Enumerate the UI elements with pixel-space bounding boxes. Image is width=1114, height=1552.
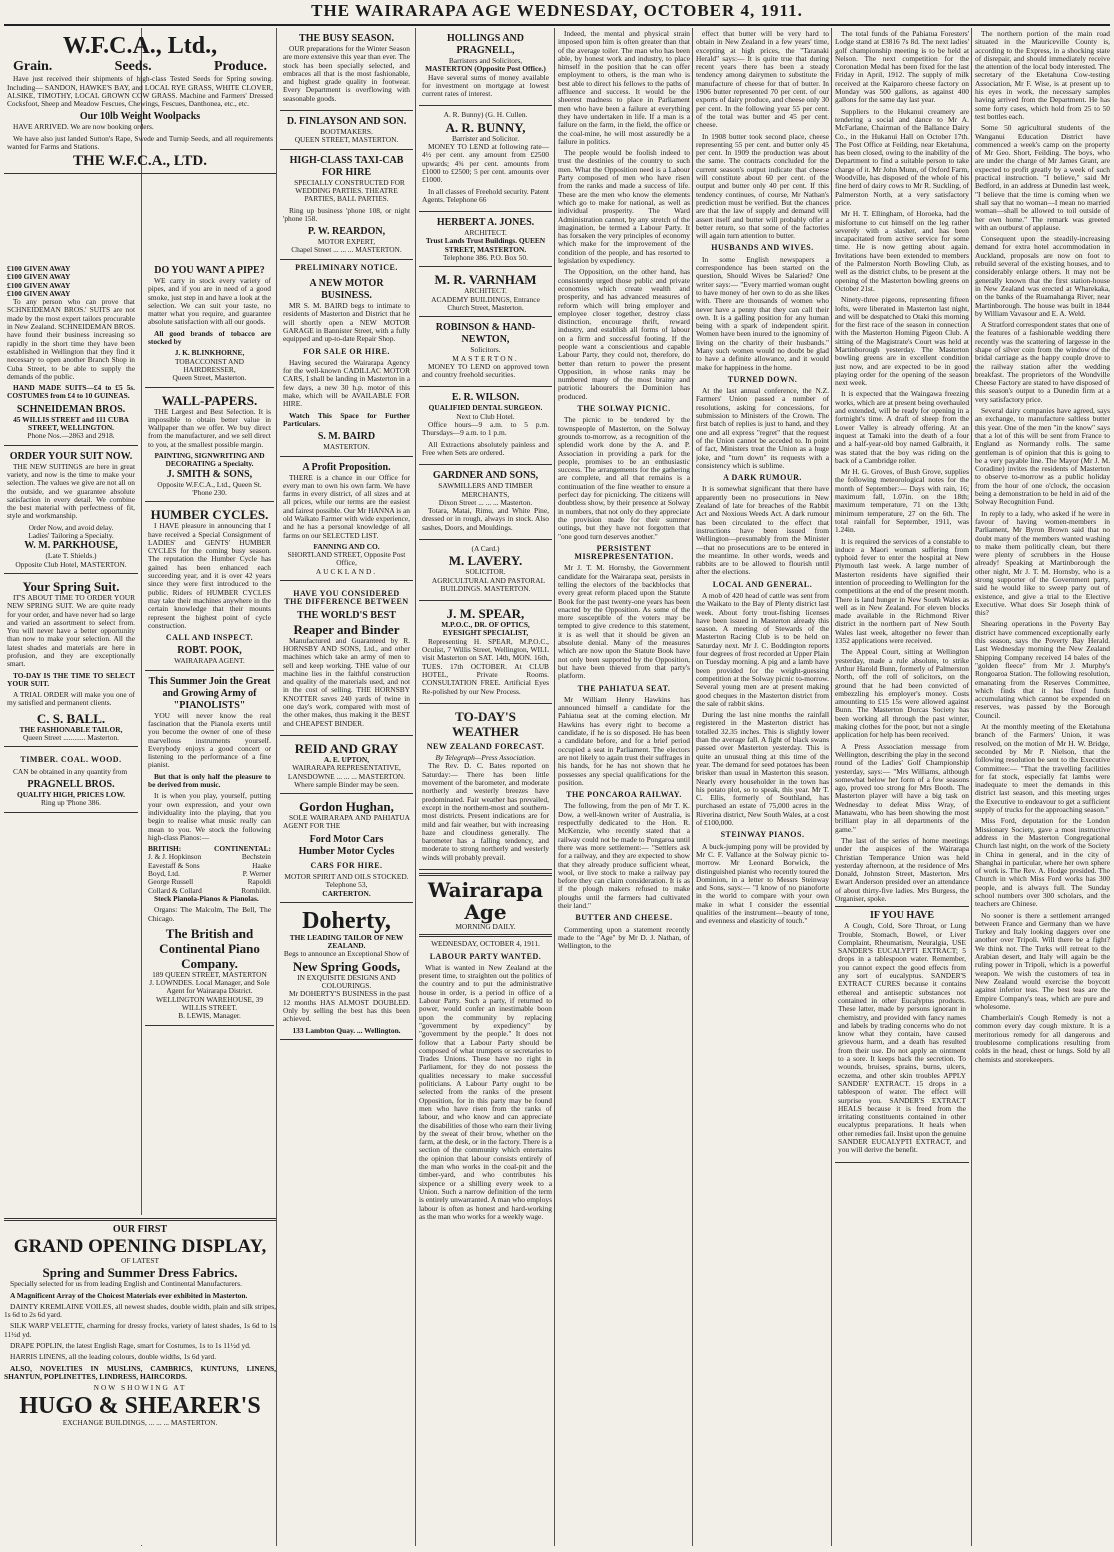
- piano-organs: Organs: The Malcolm, The Bell, The Chicago.: [148, 905, 271, 923]
- article-text: In 1908 butter took second place, cheese representing 55 per cent. and butter only 45 per cent. In 1909 the production was about the same. The contracts concluded for the current season's output indicate that cheese will constitute about 60 per cent. of the output and butter only 40 per cent. If this tendency continues, of course, Mr Nathan's prediction must be verified. But the chances are that the law of supply and demand will assert itself and butter will probably offer a better return, so that some of the factories will again turn attention to butter.: [696, 131, 829, 241]
- wilson-ad: [419, 389, 552, 465]
- bunny-body: MONEY TO LEND at following rate—4½ per cent. any amount from £2500 upwards; 4¾ per cent. amounts from £1000 to £2500; 5 per cent. amounts over £1000.: [422, 142, 549, 185]
- steinway-head: STEINWAY PIANOS.: [720, 830, 805, 840]
- editorial-body: What is wanted in New Zealand at the present time, to straighten out the politics of the country and to put the administrative house in order, is a period in office of a Labour Party. Such a party, if returned to power, would confer an inestimable boon upon the community by replacing "government by expediency" by "government by the people." It does not follow that a Labour Party should be composed of what trumpets or secretaries to Trades Unions. These have no right in Parliament, for they do not possess the qualities necessary to make successful politicians. A Labour Party ought to be selected from the ranks of the present Opposition, for in this party may be found men who have risen from the ranks of labour, and who know and can appreciate the disabilities of those who earn their living by the sweat of their brow, whether on the farm, at the desk, or in the factory. There is a section of the community which entertains the opinion that labour consists entirely of the man who works in the coal-pit and the timber-yard, and who contributes his sixpence or a shilling every week to a Union. Such a narrow definition of the term is entirely unwarranted. A man who employs labour is often as honest and hard-working as the man who works for a weekly wage.: [419, 962, 552, 1221]
- motor-watch: Watch This Space for Further Particulars.: [283, 410, 410, 428]
- piano-body: YOU will never know the real fascination that the Pianola exerts until you become the owner of one of these marvellous instruments yourself. Everybody enjoys a good concert or listening to the performance of a fine pianist.: [148, 710, 271, 770]
- spear-tag: M.P.O.C., DR. OF OPTICS, EYESIGHT SPECIALIST,: [441, 620, 530, 638]
- local-more2: A buck-jumping pony will be provided by Mr C. F. Vallance at the Solway picnic to-morrow. Mr Leonard Borwick, the distinguished pianist who recently toured the Dominion, in a letter to Messrs Steinway and Sons, says:— "I know of no pianoforte in the world to compare with your own make in what I consider the essential qualities of the instrument—beauty of tone, and evenness and elasticity of touch.": [696, 841, 829, 926]
- jones-ad: [419, 214, 552, 267]
- article-text: Several dairy companies have agreed, says an exchange, to manufacture saltless butter this year. One of the men "in the know" says that a lot of this will be sent from France to England as Normandy rolls. The same gentleman is of opinion that this is going to be a very payable line. The Mayor (Mr J. M. Coradine) invites the residents of Masterton to observe to-morrow as a public holiday from the hour of one o'clock, the occasion being a demonstration to be held in aid of the Solway Recognition Fund.: [975, 406, 1110, 507]
- varnham-addr: ACADEMY BUILDINGS, Entrance Church Street, Masterton.: [431, 294, 540, 312]
- fanning-ad: [280, 459, 413, 582]
- schneideman-ad: [4, 262, 138, 446]
- pook-name: ROBT. POOK,: [177, 645, 242, 657]
- grand-line: HARRIS LINENS, all the leading colours, double widths, 1s 6d yard.: [10, 1352, 217, 1362]
- grand-array: A Magnificent Array of the Choicest Materials ever exhibited in Masterton.: [10, 1290, 248, 1300]
- piano-but: But that is only half the pleasure to be derived from music.: [148, 771, 271, 790]
- article-text: It is expected that the Waingawa freezing works, which are at present being overhauled and extended, will be ready for opening in a fortnight's time. A draft of sheep from the Lower Valley is already offering. At an inquest at Tamaki into the death of a four and a half-year-old boy named Galbraith, it was stated that the boy was riding on the back of a Cambridge roller.: [835, 389, 969, 465]
- finlayson-ad: [280, 113, 413, 150]
- baird-addr: MASTERTON.: [323, 442, 370, 452]
- wfca-item: Seeds.: [114, 59, 152, 74]
- solway-head: THE SOLWAY PICNIC.: [577, 404, 671, 414]
- wfca-body: Have just received their shipments of high-class Tested Seeds for Spring sowing. Including— SANDON, HAWKE'S BAY, and LOCAL RYE GRASS, WHITE CLOVER, ALSIKE, TIMOTHY, LOCAL GROWN COW GRASS. Machine and Farmers' Dressed Cocksfoot, Sheep and Meadow Fescues, Chewings, Fescues, Danthonea, etc., etc.: [7, 74, 273, 109]
- given-away: £100 GIVEN AWAY: [7, 264, 71, 273]
- order-early: Order Now, and avoid delay.: [28, 522, 114, 532]
- wilson-title: E. R. WILSON.: [451, 392, 520, 404]
- turned-body: At the last annual conference, the N.Z. Farmers' Union passed a number of resolutions, asking for concessions, for submission to Ministers of the Crown. The first batch of replies is just to hand, and they one and all express "regret" that the request of the Union cannot be acceded to. In point of fact, Ministers treat the Union as a huge joke, and "turn down" its requests with a consistency which is sublime.: [696, 386, 829, 470]
- taxi-body: SPECIALLY CONSTRUCTED FOR WEDDING PARTIES. THEATRE PARTIES, BALL PARTIES.: [294, 177, 405, 204]
- reid-title: REID AND GRAY: [294, 740, 399, 756]
- sander-title: IF YOU HAVE: [869, 910, 935, 922]
- wall-paint: PAINTING, SIGNWRITING AND DECORATING a Specialty.: [154, 451, 265, 469]
- parkhouse-name: W. M. PARKHOUSE,: [24, 540, 118, 552]
- editorial-head: LABOUR PARTY WANTED.: [429, 951, 542, 961]
- gardner-body: Totara, Matai, Rimu, and White Pine, dressed or in rough, always in stock. Also sashes, Doors, and Mouldings.: [422, 506, 549, 532]
- wilson-note: All Extractions absolutely painless and Free when Sets are ordered.: [422, 439, 549, 457]
- hollings-body: Have several sums of money available for investment on mortgage at lowest current rates of interest.: [422, 72, 549, 99]
- pipe-ad: [145, 262, 274, 388]
- article-text: The people would be foolish indeed to trust the destinies of the country to such men. What the Opposition need is a Labour Party composed of men who have risen from the ranks and made a success of life. These are the men who know the elements which go to make for national, as well as individual prosperity. The Ward Administration cannot, by any stretch of the imagination, be termed a Labour Party. It has forsaken the very principles of economy which make for the improvement of the condition of the people, and has resorted to legislation by expediency.: [558, 148, 690, 266]
- article-text: Some 50 agricultural students of the Wanganui Education District have commenced a week's camp on the property of Mr Geo. Short, Feilding. The boys, who are under the charge of Mr James Grant, are expected to profit greatly by a week of such practical instruction. "I believe," said Mr Bedford, in an address at Dunedin last week, "I believe that the time is coming when we shall say that no woman—I mean no married woman—shall be allowed to toil outside of her own home." The remark was greeted with an outburst of applause.: [975, 123, 1110, 232]
- hollings-addr: MASTERTON (Opposite Post Office.): [425, 64, 546, 74]
- spring-today: TO-DAY IS THE TIME TO SELECT YOUR SUIT.: [7, 670, 135, 688]
- reardon-tag: MOTOR EXPERT,: [317, 237, 376, 247]
- misrep-body: Mr J. T. M. Hornsby, the Government candidate for the Wairarapa seat, persists in telling the electors of the backblocks that every great reform placed upon the Statute Book for the past twenty-one years has been enacted by the Opposition. As some of the more susceptible of the voters may be tempted to give credence to this statement, it is as well that it should be given an absolute denial. Many of the measures which are now upon the Statute Book have not only been supported by the Opposition, but have been thieved from that party's platform.: [558, 563, 690, 681]
- busy-season-ad: [280, 30, 413, 111]
- wfca-woolpacks: Our 10lb Weight Woolpacks: [79, 111, 201, 123]
- timber-body: CAN be obtained in any quantity from: [13, 766, 128, 776]
- column-rule: [971, 28, 972, 1546]
- ball-addr: Queen Street ............ Masterton.: [22, 733, 120, 743]
- article-text: At the monthly meeting of the Eketahuna branch of the Farmers' Union, it was resolved, on the motion of Mr H. W. Bridge, seconded by Mr P. Nielson, that the following resolution be sent to the Executive Committee:— "That the travelling facilities for fat stock, especially fat lambs were inadequate to meet the demands in this district last season, and this meeting urges the Executive to endeavour to get a sufficient supply of trucks for the approaching season.": [975, 722, 1110, 815]
- humber-ad: [145, 504, 274, 670]
- spear-title: J. M. SPEAR,: [446, 606, 525, 622]
- motor-sale: FOR SALE OR HIRE.: [303, 346, 390, 356]
- pook-tag: WAIRARAPA AGENT.: [174, 656, 245, 666]
- article-text: Suppliers to the Hukanui creamery are tendering a social and dance to Mr A. McFarlane, Chairman of the Ballance Dairy Co., in the Hukanui Hall on October 17th. The Post Office at Feilding, near Eketahuna, has been closed, owing to the inability of the Department to find a suitable person to take charge of it. Mr John Munn, of Oxford Farm, Woodville, has disposed of the whole of his fine herd of dairy cows to Mr R. Suckling, of Palmerston North, at a very satisfactory price.: [835, 106, 969, 207]
- blinkhorne-name: J. K. BLINKHORNE,: [174, 348, 245, 358]
- article-text: No sooner is there a settlement arranged between France and Germany than we have Turkey and Italy looking daggers over one another over Tripoli. Will there be a fight? We think not. The Turks will retreat to the Arabian desert, and Italy will again be the ruling power in Tripoli, which is a powerful weapon. We wish the customers of tea in New Zealand would exercise the boycott against inferior teas. The best teas are the Empire Company's teas, which are pure and wholesome.: [975, 910, 1110, 1011]
- parkhouse-ad: [4, 448, 138, 574]
- piano-name: Haake: [252, 860, 271, 870]
- poncaroa-head: THE PONCAROA RAILWAY.: [566, 790, 682, 800]
- taxi-ring: Ring up business 'phone 108, or night 'phone 158.: [283, 205, 410, 223]
- article-text: effect that butter will be very hard to obtain in New Zealand in a few years' time, excepting at high prices, the "Taranaki Herald" says:— It is quite true that during recent years there has been a steady tendency among dairymen to substitute the manufacture of cheese for that of butter. In 1906 butter represented 70 per cent. of our exports of dairy produce, and cheese only 30 per cent. In the following year 55 per cent. of the total was butter and 45 per cent. cheese.: [696, 30, 829, 130]
- grand-title: GRAND OPENING DISPLAY,: [13, 1236, 267, 1257]
- robinson-addr: MASTERTON.: [452, 353, 519, 363]
- ball-ad: [4, 576, 138, 747]
- hugo-shearer-addr: EXCHANGE BUILDINGS, ... ... ... MASTERTON.: [62, 1417, 218, 1427]
- bunny-patent: In all classes of Freehold security. Patent Agents. Telephone 66: [422, 186, 549, 204]
- column-7: [835, 30, 969, 1545]
- given-away: £100 GIVEN AWAY: [7, 288, 71, 298]
- masthead-rule: [4, 24, 1110, 26]
- weather-body: The Rev. D. C. Bates reported on Saturday:— There has been little movement of the barometer, and moderate northerly and westerly breezes have predominated. Fair weather has prevailed, except in the northern-most and southern-most districts. Present indications are for mild and fair weather, but with increasing haze and cloudiness generally. The barometer has a falling tendency, and moderate to strong northerly and westerly winds will probably prevail.: [422, 761, 549, 862]
- fanning-addr: SHORTLAND STREET, Opposite Post Office,: [287, 550, 406, 568]
- preliminary-notice: PRELIMINARY NOTICE.: [295, 262, 398, 272]
- bunny-title: A. R. BUNNY,: [445, 119, 526, 135]
- editorial-title: Wairarapa Age: [427, 878, 544, 924]
- pahiatua-body: Mr William Henry Hawkins has announced himself a candidate for the Pahiatua seat at the coming election. Mr Hawkins has every right to become a candidate, if he is so disposed. He has been a candidate before, and for a brief period occupied a seat in Parliament. The electors are not likely to again trust their suffrages in his hands, for he has not shown that he possesses any special qualifications for the position.: [558, 694, 690, 787]
- grand-our: OUR FIRST: [112, 1224, 168, 1235]
- gordon-fords: Ford Motor Cars: [309, 833, 384, 845]
- grand-line: SILK WARP VELETTE, charming for dressy frocks, variety of latest shades, 1s 6d to 1s 11½d yd.: [4, 1321, 276, 1339]
- order-title: ORDER YOUR SUIT NOW.: [9, 450, 133, 462]
- spring-body: IT'S ABOUT TIME TO ORDER YOUR NEW SPRING SUIT. We are quite ready for your order, and have never had so large and varied an assortment to select from. You will never have a better opportunity than now to make your selection. All the latest shades and materials are here in profusion, and they are exceptionally smart.: [7, 592, 135, 669]
- finlayson-addr: QUEEN STREET, MASTERTON.: [294, 135, 399, 145]
- doherty-title: Doherty,: [302, 907, 391, 934]
- taxi-ad: [280, 152, 413, 260]
- piano-name: J. & J. Hopkinson: [148, 852, 202, 862]
- piano-name: P. Werner: [242, 869, 271, 879]
- piano-name: Bechstein: [241, 852, 271, 862]
- baird-ad: [280, 275, 413, 456]
- ball-name: C. S. BALL.: [36, 710, 106, 726]
- wilson-hours: Office hours—9 a.m. to 5 p.m. Thursdays—9 a.m. to 1 p.m.: [422, 420, 549, 438]
- wilson-tag: QUALIFIED DENTAL SURGEON.: [428, 403, 543, 413]
- grand-intro: Specially selected for us from leading English and Continental Manufacturers.: [10, 1279, 242, 1289]
- reaper-body: Manufactured and Guaranteed by R. HORNSBY AND SONS, Ltd., and other machines which take an army of men to sell and keep working. THE value of our machine lies in the faithful construction and quality of the materials used, and not in the cost of selling. THE HORNSBY KNOTTER saves 240 yards of twine in one day's work, compared with most of the other makes, thus making it the BEST and CHEAPEST BINDER.: [283, 635, 410, 728]
- chamberlain-note: Chamberlain's Cough Remedy is not a common every day cough mixture. It is a meritorious remedy for all dangerous and troublesome complications resulting from colds in the head, chest or lungs. Sold by all chemists and storekeepers.: [975, 1013, 1110, 1064]
- reid-where: Where sample Binder may be seen.: [294, 779, 399, 789]
- local-more: During the last nine months the rainfall registered in the Masterton district has totalled 32.35 inches. This is slightly lower than the average fall. A fight of black swans passed over Masterton yesterday. This is quite an unusual thing at this time of the year. The demand for seed potatoes has been brisker than usual in Masterton this season. Nearly every householder in the town has his potato plot, so to speak, this year. Mr T. C. Ellis, formerly of Southland, has purchased an estate of 75,000 acres in the Riverina district, New South Wales, at a cost of £100,000.: [696, 710, 829, 828]
- piano-brit: BRITISH:: [148, 844, 182, 854]
- column-2: [145, 262, 274, 1212]
- editorial: [419, 873, 552, 1221]
- piano-title: This Summer Join the Great and Growing Army of "PIANOLISTS": [148, 675, 271, 711]
- grand-line: ALSO, NOVELTIES IN MUSLINS, CAMBRICS, KUNTUNS, LINENS, SHANTUN, POPLINETTES, LINDRESS, HAIRCORDS.: [4, 1363, 276, 1381]
- motor-body: MR S. M. BAIRD begs to intimate to residents of Masterton and District that he will shortly open a NEW MOTOR GARAGE in Bannister Street, with a fully equipped and up-to-date Repair Shop.: [283, 301, 410, 344]
- piano-mgr: J. LOWNDES. Local Manager, and Sole Agent for Wairarapa District.: [149, 978, 270, 996]
- hughan-ad: [280, 796, 413, 903]
- wallpaper-ad: [145, 390, 274, 503]
- wfca-ad: [4, 30, 276, 174]
- piano-more: It is when you play, yourself, putting your own expression, and your own individuality into the playing, that you begin to realise what music really can mean to you. We stock the following high-class Pianos:—: [148, 791, 271, 842]
- gordon-motorcycles: Humber Motor Cycles: [298, 845, 395, 857]
- grand-line: DAINTY KREMLAINE VOILES, all newest shades, double width, plain and silk stripes, 1s 6d to 2s 6d yard.: [4, 1301, 276, 1320]
- piano-addr: 189 QUEEN STREET, MASTERTON: [152, 969, 267, 979]
- doherty-ad: [280, 905, 413, 1040]
- robinson-tag: Solicitors.: [470, 345, 501, 355]
- husbands-body: In some English newspapers a correspondence has been started on the question, Should Wives be Salaried? One writer says:— "Every married woman ought to have money of her own to do as she likes with. There are thousands of women who never have a penny that they can call their own. It is a galling position for any human being with a spark of independent spirit. Women have been inured to the ignominy of living on the charity of their husbands." Many such women would no doubt be glad to have a definite allowance, and it would make for happiness in the home.: [696, 254, 829, 372]
- bunny-ad: [419, 108, 552, 212]
- husbands-head: HUSBANDS AND WIVES.: [711, 243, 814, 253]
- humber-title: HUMBER CYCLES.: [150, 507, 269, 523]
- article-text: Ninety-three pigeons, representing fifteen lofts, were liberated in Masterton last night, and will be despatched to Otaki this morning for the first race of the season in connection with the Masterton Homing Pigeon Club. A sitting of the Magistrate's Court was held at Martinborough yesterday. The Masterton bowling greens are in excellent condition just now, and are expected to be in good playing order for the opening of the season next week.: [835, 295, 969, 388]
- article-text: Mr H. G. Groves, of Bush Grove, supplies the following meteorological notes for the month of September:— Days with rain, 16; maximum fall, 1.07in. on the 18th; maximum temperature, 71 on the 13th; minimum temperature, 27 on the 6th. The total rainfall for September, 1911, was 1.24in.: [835, 467, 969, 535]
- weather: [419, 706, 552, 870]
- hollings-ad: [419, 30, 552, 106]
- varnham-ad: [419, 269, 552, 317]
- finlayson-title: D. FINLAYSON AND SON.: [286, 116, 407, 128]
- pahiatua-head: THE PAHIATUA SEAT.: [577, 683, 671, 693]
- reaper-title: Reaper and Binder: [293, 621, 400, 637]
- gordon-oils: MOTOR SPIRIT AND OILS STOCKED.: [284, 872, 409, 881]
- column-4: [419, 30, 552, 1545]
- editorial-sub: MORNING DAILY.: [455, 922, 516, 931]
- lavery-title: M. LAVERY.: [448, 553, 523, 569]
- doherty-body: Begs to announce an Exceptional Show of: [283, 949, 410, 959]
- timber-quality: QUALITY HIGH, PRICES LOW.: [16, 789, 126, 799]
- gordon-hire: CARS FOR HIRE.: [310, 860, 383, 870]
- robinson-body: MONEY TO LEND on approved town and country freehold securities.: [422, 361, 549, 380]
- sander-body: A Cough, Cold, Sore Throat, or Lung Trouble, Stomach, Bowel, or Liver Complaint, Rheumatism, Neuralgia, USE SANDER'S EUCALYPTI EXTRACT; 5 drops in a tablespoon water. Remember, you cannot expect the good effects from any sort of eucalyptus. SANDER'S EXTRACT CURES because it contains ethereal and antiseptic substances not contained in other Eucalyptus products. These latter, made by persons ignorant in chemistry, and provided with fancy names and labels by trading concerns who do not know what they contain, have caused grievous harm, and a death has resulted from their use. Do not apply an ointment to a sore. It keeps back the secretion. To wounds, bruises, sprains, burns, ulcers, eczema, and other skin troubles APPLY SANDER' EXTRACT. 15 drops in a tablespoon of water. The effect will surprise you. SANDER'S EXTRACT HEALS because it is freed from the irritating constituents contained in other eucalyptus preparations. It heals when other remedies fail. Insist upon the genuine SANDER EUCALYPTI EXTRACT, and you will derive the benefit.: [838, 921, 966, 1155]
- wall-body: THE Largest and Best Selection. It is impossible to obtain better value in Wallpaper than we offer. We buy direct from the manufacturer, and we sell direct to you, at the smallest possible margin.: [148, 406, 271, 449]
- piano-company: The British and Continental Piano Company.: [159, 925, 260, 971]
- masthead: THE WAIRARAPA AGE WEDNESDAY, OCTOBER 4, 1911.: [311, 1, 803, 20]
- article-text: A Stratford correspondent states that one of the features of a fashionable wedding there recently was the scattering of largesse in the shape of silver coin from the window of the bridal carriage as the happy couple drove to the railway station after the wedding breakfast. The proprietors of the Wondville Cheese Factory are stated to have disposed of this season's output to a Dunedin firm at a very satisfactory price.: [975, 320, 1110, 404]
- blinkhorne-addr: Queen Street, Masterton.: [172, 373, 247, 383]
- timber-title: TIMBER. COAL. WOOD.: [20, 755, 122, 765]
- piano-name: Eavestaff & Sons: [148, 860, 200, 870]
- article-text: The Opposition, on the other hand, has consistently urged those public and private economies which create wealth and prosperity, and has advanced measures of reform which will bring employer and employee closer together, destroy class distinction, encourage thrift, reward industry, and establish all forms of labour on a firm and successful footing. If the people want a conscientious and capable Labour Party, they could not, therefore, do better than return to power the present Opposition, in whose ranks may be numbered many of the most brainy and patriotic labourers the Dominion has produced.: [558, 267, 690, 401]
- hugo-shearer-name: HUGO & SHEARER'S: [19, 1392, 261, 1419]
- spear-ad: [419, 603, 552, 704]
- column-8: [975, 30, 1110, 1545]
- order-ladies: Ladies' Tailoring a Specialty.: [28, 531, 114, 541]
- local-head: LOCAL AND GENERAL.: [712, 579, 813, 589]
- weather-sub: NEW ZEALAND FORECAST.: [426, 741, 545, 751]
- column-6: [696, 30, 829, 1545]
- misrep-head: PERSISTENT MISREPRESENTATION.: [574, 543, 674, 562]
- grand-showing: NOW SHOWING AT: [93, 1383, 187, 1393]
- article-text: In reply to a lady, who asked if he were in favour of having women-members in Parliament, Mr Byron Brown said that no doubt many of the members wanted washing to make them politically clean, but there were plenty of scrubbers in the House already! Speaking at Martinborough the other night, Mr J. T. M. Hornsby, who is a strong supporter of the Government party, said he would like to sweep party out of existence, and give a trial to the Elective Executive. What does Sir Joseph think of this?: [975, 508, 1110, 618]
- piano-name: George Russell: [148, 877, 194, 887]
- jones-tag: ARCHITECT.: [464, 228, 507, 238]
- wfca-arrived: HAVE ARRIVED. We are now booking orders.: [13, 122, 154, 132]
- reaper-ad: [280, 583, 413, 736]
- gordon-town: CARTERTON.: [322, 888, 371, 898]
- lavery-body: AGRICULTURAL AND PASTORAL BUILDINGS. MASTERTON.: [431, 575, 546, 593]
- order-body: THE NEW SUITINGS are here in great variety, and now is the time to make your selection. The values we give are not all on the outside, and we guarantee absolute satisfaction in every detail. We combine the best material with perfectness of fit, style and workmanship.: [7, 461, 135, 521]
- profit-title: A Profit Proposition.: [302, 461, 391, 473]
- humber-body: I HAVE pleasure in announcing that I have received a Special Consignment of LADIES' and GENTS' HUMBER CYCLES for the coming busy season. The reputation the Humber Cycle has gained has been enhanced each succeeding year, and it is over 42 years since they were first introduced to the public. Riders of HUMBER CYCLES may take their machines anywhere in the certain knowledge that their mounts represent the highest point of cycle construction.: [148, 521, 271, 630]
- schneideman-body: To any person who can prove that SCHNEIDEMAN BROS.' SUITS are not made by the most expert tailors procurable in New Zealand. SCHNEIDEMAN BROS. have found their business increasing so rapidly in the short time they have been established in Wellington that they find it necessary to open another Branch Shop in Cuba Street, to be able to supply the demands of the public.: [7, 297, 135, 381]
- gardner-title: GARDNER AND SONS,: [432, 470, 539, 482]
- fanning-city: AUCKLAND.: [315, 566, 378, 576]
- column-5: [558, 30, 690, 1545]
- spring-trial: A TRIAL ORDER will make you one of my satisfied and permanent clients.: [7, 690, 135, 708]
- turned-head: TURNED DOWN.: [727, 374, 798, 384]
- robinson-title: ROBINSON & HAND-NEWTON,: [435, 322, 536, 346]
- pipe-all: All good brands of tobacco are stocked by: [148, 328, 271, 347]
- card-label: (A Card.): [471, 543, 500, 553]
- column-rule: [415, 28, 416, 1546]
- wfca-note: We have also just landed Sutton's Rape, Swede and Turnip Seeds, and all requirements wanted for Farms and Stations.: [7, 133, 273, 152]
- article-text: The last of the series of home meetings under the auspices of the Wairarapa Christian Temperance Union was held yesterday afternoon, at the residence of Mrs Donald, Johnston Street, Masterton. Mrs Ewart Anderson presided over an attendance of about thirty-five ladies. Mrs Burgess, the Organiser, spoke.: [835, 835, 969, 903]
- wfca-footer: THE W.F.C.A., LTD.: [73, 153, 207, 170]
- column-rule: [831, 28, 832, 1546]
- reaper-q: HAVE YOU CONSIDERED THE DIFFERENCE BETWEEN: [284, 589, 409, 607]
- wall-title: WALL-PAPERS.: [161, 392, 258, 408]
- article-text: The Appeal Court, sitting at Wellington yesterday, made a rule absolute, to strike Arthur Harold Bunn, formerly of Palmerston North, off the roll of solicitors, on the ground that he had been convicted of embezzling his employer's money. Costs amounting to £15 15s were allowed against Bunn. The Masterton Dorcas Society has been working all through the past winter, making clothes for the poor, but not a single application for help has been received.: [835, 647, 969, 740]
- piano-steck: Steck Pianola-Pianos & Pianolas.: [154, 893, 259, 903]
- varnham-tag: ARCHITECT.: [464, 286, 507, 296]
- motor-agency: Having secured the Wairarapa Agency for the well-known CADILLAC MOTOR CARS, I shall be landing in Masterton in a few days, a new 30 h.p. motor of this make, which will be AVAILABLE FOR HIRE.: [283, 357, 410, 409]
- finlayson-tag: BOOTMAKERS.: [320, 127, 373, 137]
- gordon-phone: Telephone 53,: [325, 880, 368, 890]
- doherty-goods: New Spring Goods,: [292, 958, 401, 974]
- column-3: [280, 30, 413, 1545]
- bunny-names: A. R. Bunny) (G. H. Cullen.: [443, 110, 528, 120]
- piano-name: Rapoldi: [247, 877, 271, 887]
- lavery-ad: [419, 542, 552, 601]
- parkhouse-addr: Opposite Club Hotel, MASTERTON.: [15, 559, 127, 569]
- pipe-body: WE carry in stock every variety of pipes, and if you are in need of a good smoke, just step in and have a look at the selection. We can suit your taste, no matter what you require, and guarantee absolute satisfaction with all our goods.: [148, 276, 271, 327]
- reid-gray-ad: [280, 738, 413, 794]
- gardner-tag: SAWMILLERS AND TIMBER MERCHANTS,: [438, 481, 533, 499]
- jones-title: HERBERT A. JONES.: [436, 217, 535, 229]
- varnham-title: M. R. VARNHAM: [434, 272, 537, 288]
- piano-whs: WELLINGTON WAREHOUSE, 39 WILLIS STREET.: [155, 994, 264, 1012]
- wfca-item: Grain.: [13, 59, 53, 74]
- hollings-tag: Barristers and Solicitors,: [448, 56, 523, 65]
- schneideman-name: SCHNEIDEMAN BROS.: [16, 403, 126, 415]
- rumour-head: A DARK RUMOUR.: [723, 473, 802, 483]
- pragnell-ad: [4, 749, 138, 812]
- given-away: £100 GIVEN AWAY: [7, 272, 71, 282]
- piano-name: Boyd, Ltd.: [148, 869, 180, 879]
- doherty-addr: 133 Lambton Quay. ... Wellington.: [292, 1025, 401, 1035]
- poncaroa-body: The following, from the pen of Mr T. K. Dow, a well-known writer of Australia, is respectfully dedicated to the Hon. R. McKenzie, who recently stated that a railway could not be made to Pongaroa until there was more settlement:— "Settlers ask for a railway, and they are expected to show that they already produce sufficient wheat, wool, or live stock to make a railway pay before they can claim consideration. It is as if the plough makers refused to make ploughs until the farmers had cultivated their land.": [558, 801, 690, 910]
- robinson-ad: [419, 319, 552, 387]
- reid-sub: A. E. UPTON,: [323, 754, 370, 764]
- grand-of: OF LATEST: [121, 1256, 159, 1265]
- wfca-item: Produce.: [213, 59, 267, 74]
- given-away: £100 GIVEN AWAY: [7, 280, 71, 290]
- article-text: Mr H. T. Ellingham, of Horoeka, had the misfortune to cut himself on the leg rather severely with a slasher, and has been incapacitated from active service for some time. He is now getting about again. Invitations have been extended to members of the Palmerston North Bowling Club, as well as the district clubs, to be present at the opening of the Masterton bowling greens on October 21st.: [835, 209, 969, 293]
- article-text: The total funds of the Pahiatua Foresters' Lodge stand at £3816 7s 8d. The next ladies' golf championship meeting is to be held at Nelson. The next competition for the Coronation Medal has been fixed for the last Friday in April, 1912. The supply of milk received at the Kaiparoro cheese factory on Monday was 500 gallons, as against 400 gallons for the same day last year.: [835, 30, 969, 105]
- reardon-addr: Chapel Street ... ... ... MASTERTON.: [291, 245, 402, 255]
- grand-sub: Spring and Summer Dress Fabrics.: [42, 1265, 238, 1281]
- butter-body: Commenting upon a statement recently made to the "Age" by Mr D. J. Nathan, of Wellington, to the: [558, 924, 690, 951]
- column-rule: [554, 28, 555, 1546]
- doherty-ex: IN EXQUISITE DESIGNS AND COLOURINGS.: [297, 972, 396, 991]
- gordon-body: SOLE WAIRARAPA AND PAHIATUA AGENT FOR THE: [283, 813, 410, 831]
- reid-body: WAIRARAPA REPRESENTATIVE, LANSDOWNE ... ... ... MASTERTON.: [287, 763, 406, 781]
- article-text: Indeed, the mental and physical strain imposed upon him is often greater than that of the average toiler. The man who has been able, by honest work and industry, to place himself in the position that he can offer employment to others, is the man who is best able to direct his fellows to the paths of affluence and success. It would be the sheerest madness to place in Parliament men who have been a failure at everything they have undertaken in life. If a man is a failure on the farm, in the field, the office or the coal-mine, he will most assuredly be a failure in politics.: [558, 30, 690, 146]
- reardon-name: P. W. REARDON,: [307, 226, 386, 238]
- schneideman-phone: Phone Nos.—2863 and 2918.: [27, 431, 115, 441]
- pipe-title: DO YOU WANT A PIPE?: [154, 265, 265, 276]
- wfca-title: W.F.C.A., Ltd.,: [62, 33, 218, 59]
- rumour-body: It is somewhat significant that there have apparently been no prosecutions in New Zealand of late for breaches of the Rabbit Act and Noxious Weeds Act. A dark rumour has been circulated to the effect that instructions have been issued from Wellington—presumably from the Minister—that no prosecutions are to be entered in the meantime. In other words, weeds and rabbits are to be allowed to flourish until after the elections.: [696, 484, 829, 577]
- jones-addr: Trust Lands Trust Buildings. QUEEN STREET, MASTERTON.: [425, 236, 546, 254]
- article-text: Miss Ford, deputation for the London Missionary Society, gave a most instructive address in the Masterton Congregational Church last night, on the work of the Society in China in general, and in the city of Shanghai in particular, where her own sphere of work is. The Rev. A. Hodge presided. The Church in which Miss Ford works has 300 people, and is always full. The Sunday school numbers over 300 scholars, and the teachers are Chinese.: [975, 816, 1110, 909]
- editorial-date: WEDNESDAY, OCTOBER 4, 1911.: [431, 939, 540, 949]
- gardner-addr: Dixon Street ... ... ... Masterton.: [438, 497, 533, 507]
- doherty-note: Mr DOHERTY'S BUSINESS in the past 12 months HAS ALMOST DOUBLED. Only by selling the best has this been achieved.: [283, 989, 410, 1024]
- piano-name: Romhildt.: [241, 885, 271, 895]
- grand-opening-ad: [4, 1215, 276, 1545]
- doherty-tag: THE LEADING TAILOR OF NEW ZEALAND.: [289, 932, 404, 951]
- pragnell-name: PRAGNELL BROS.: [27, 778, 115, 790]
- schneideman-suits: HAND MADE SUITS—£4 to £5 5s. COSTUMES from £4 to 10 GUINEAS.: [7, 383, 135, 401]
- smith-addr: Opposite W.F.C.A., Ltd., Queen St. 'Phone 230.: [157, 479, 262, 497]
- gordon-title: Gordon Hughan,: [299, 799, 394, 815]
- piano-mgr2: B. LEWIS, Manager.: [178, 1011, 241, 1021]
- hollings-title: HOLLINGS AND PRAGNELL,: [447, 33, 524, 56]
- bunny-tag: Barrister and Solicitor.: [451, 133, 520, 143]
- schneideman-addr: 45 WILLIS STREET and 111 CUBA STREET, WELLINGTON.: [13, 414, 129, 433]
- lavery-tag: SOLICITOR.: [465, 567, 506, 577]
- taxi-title: HIGH-CLASS TAXI-CAB FOR HIRE: [289, 154, 404, 178]
- blinkhorne-tag: TOBACCONIST AND HAIRDRESSER,: [175, 356, 244, 374]
- butter-head: BUTTER AND CHEESE.: [575, 913, 673, 923]
- piano-name: Collard & Collard: [148, 885, 202, 895]
- column-rule: [692, 28, 693, 1546]
- weather-by: By Telegraph—Press Association.: [435, 753, 536, 763]
- article-text: A Press Association message from Wellington, describing the play in the second round of the Ladies' Golf Championship yesterday, says:— "Mrs Williams, although somewhat below her form of a few seasons ago, proved too strong for Mrs Booth. The Masterton player will have a big task on Wednesday to defeat Miss Wray, of Manawatu, who has been showing the most brilliant play in all departments of the game.": [835, 741, 969, 834]
- timber-phone: Ring up 'Phone 386.: [40, 798, 102, 808]
- pianola-ad: [145, 673, 274, 1026]
- parkhouse-late: (Late T. Shields.): [45, 551, 97, 561]
- spear-body: Representing H. SPEAR, M.P.O.C., Oculist, 7 Willis Street, Wellington, WILL visit Masterton on SAT. 14th, MON. 16th, TUES. 17th OCTOBER. At CLUB HOTEL, Private Rooms. CONSULTATION FREE. Artificial Eyes Re-polished by our New Process.: [422, 636, 549, 696]
- column-rule: [276, 28, 277, 1546]
- busy-title: THE BUSY SEASON.: [299, 33, 394, 44]
- ball-tag: THE FASHIONABLE TAILOR,: [19, 724, 123, 734]
- weather-title: TO-DAY'S WEATHER: [452, 708, 519, 739]
- wilson-addr: Next to Club Hotel.: [456, 411, 515, 421]
- motor-title: A NEW MOTOR BUSINESS.: [309, 278, 384, 302]
- wfca-items: [13, 59, 267, 74]
- smith-name: J. SMITH & SONS,: [166, 468, 253, 480]
- spring-title: Your Spring Suit.: [22, 578, 120, 594]
- local-body: A mob of 420 head of cattle was sent from the Waikato to the Bay of Plenty district last week. About forty trout-fishing licenses have been issued in Masterton already this season. A meeting of Stewards of the Masterton Racing Club is to be held on Saturday next. Mr J. C. Boddington reports four degrees of frost recorded at Upper Plain on Tuesday morning. A pig and a lamb have been provided for the weight-guessing competition at the Solway picnic to-morrow. Several young men are at present making good cheques in the Masterton district from the sale of rabbit skins.: [696, 591, 829, 708]
- piano-cont: CONTINENTAL:: [214, 844, 271, 854]
- solway-body: The picnic to be tendered by the townspeople of Masterton, on the Solway grounds to-morrow, as a recognition of the splendid work done by the A. and P. Association in providing a park for the people, promises to be an enthusiastic success. The arrangements for the gathering are complete, and all that remains is a continuation of the fine weather to ensure a perfect day for picnicking. The citizens will doubtless show, by their presence at Solway in numbers, that not only do they appreciate the provision made for their summer outings, but they have not forgotten that "one good turn deserves another.": [558, 415, 690, 541]
- gardner-ad: [419, 467, 552, 540]
- reaper-best: THE WORLD'S BEST: [297, 609, 396, 621]
- jones-phone: Telephone 386. P.O. Box 50.: [443, 253, 528, 263]
- article-text: Consequent upon the steadily-increasing demand for extra hotel accommodation in Auckland, proposals are now on foot to rebuild several of the existing houses, and to considerably enlarge others. It may not be generally known that the first station-house in New Zealand was erected at Wharekaka, on the banks of the Ruamahanga River, near Martinborough. The house was built in 1844 by William Vavasour and E. A. Weld.: [975, 234, 1110, 318]
- grand-line: DRAPE POPLIN, the latest English Rage, smart for Costumes, 1s to 1s 11½d yd.: [10, 1341, 251, 1351]
- article-text: The northern portion of the main road situated in the Mauriceville County is, according to the Express, in a shocking state of disrepair, and should immediately receive the attention of the local body interested. The secretary of the Eketahuna Cow-testing Association, Mr F. Wise, is at present up to his eyes in work, the necessary samples having arrived from the Department. He has some forty cases, which hold from 25 to 50 test bottles each.: [975, 30, 1110, 121]
- article-text: Shearing operations in the Poverty Bay district have commenced exceptionally early this season, says the Poverty Bay Herald. Last Wednesday morning the New Zealand Shipping Company received 14 bales of the "golden fleece" from Mr J. Murphy's Rongoaroa Station. The following resolution, emanating from the Reserves Committee, which finds that it has fixed funds accumulating which cannot be expended on reserves, was passed by the Borough Council.: [975, 619, 1110, 720]
- busy-body: OUR preparations for the Winter Season are more extensive this year than ever. The stock has been specially selected, and embraces all that is the most fashionable, and highest grade quality in footwear. Every Department is overflowing with seasonable goods.: [283, 44, 410, 103]
- fanning-name: FANNING AND CO.: [313, 541, 380, 551]
- article-text: It is required the services of a constable to induce a Maori woman suffering from typhoid fever to enter the hospital at New Plymouth last week. A large number of Masterton residents have signified their intention of proceeding to Wellington for the competitions at the end of the present month. There is land hunger in New South Wales as well as in New Zealand. For eleven blocks made available in the Richmond River district in the northern part of New South Wales last week, altogether no fewer than 1352 applications were received.: [835, 536, 969, 646]
- sander-ad: [835, 906, 969, 1162]
- humber-call: CALL AND INSPECT.: [165, 633, 254, 643]
- baird-name: S. M. BAIRD: [317, 431, 376, 443]
- profit-body: THERE is a chance in our Office for every man to own his own farm. We have farms in every district, of all sizes and at all prices, while our terms are the easiest and fairest possible. Our Mr HANNA is an old Waikato Farmer with wide experience, and he has a personal knowledge of all farms on our SELECTED LIST.: [283, 472, 410, 540]
